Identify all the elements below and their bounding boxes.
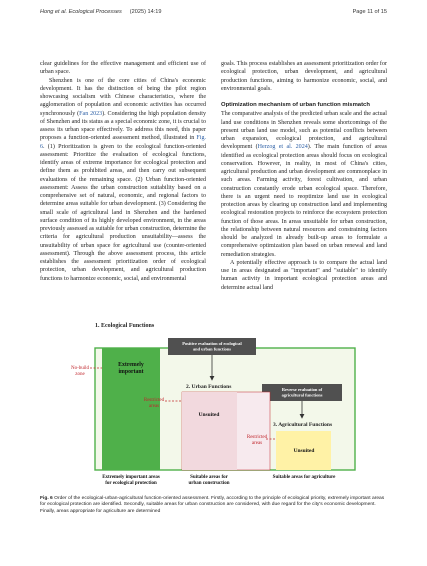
citation-link[interactable]: Fan 2023 [79, 110, 103, 117]
journal-year: (2025) 14:19 [129, 9, 162, 15]
bottom-label-agri: Suitable areas for agriculture [272, 475, 336, 480]
left-column [40, 60, 206, 283]
positive-evaluation-label: Positive evaluation of ecological and urban functions [182, 341, 242, 352]
figure-link[interactable]: Fig. 6 [40, 135, 206, 150]
figure-caption [40, 496, 388, 515]
urban-functions-title: 2. Urban Functions [186, 384, 232, 390]
agri-unsuited-label: Unsuited [293, 448, 315, 454]
restricted-areas-label-2: Restricted areas [246, 435, 268, 446]
urban-unsuited-label: Unsuited [198, 412, 220, 418]
extremely-important-label: Extremely important [118, 362, 144, 375]
text-run: Shenzhen is one of the core cities of China's economic development. It has the distinction of being the pilot region showcasing socialism with Chinese characteristics, where the agglomeration of population and economic activities has occurred synchronously ( [40, 77, 206, 117]
citation-link[interactable]: Herzog et al. 2024 [257, 144, 308, 151]
paragraph: clear guidelines for the effective management and efficient use of urban space. [40, 61, 206, 76]
text-run: ). Considering the high population density of Shenzhen and its status as a special economic zone, it is crucial to assess its urban space effectively. To address this need, this paper proposes a function-oriented assessment method, illustrated in [40, 110, 206, 142]
page-number: Page 11 of 15 [352, 9, 387, 15]
reverse-evaluation-label: Reverse evaluation of agricultural functions [281, 387, 323, 398]
caption-label: Fig. 6 [40, 496, 53, 501]
text-run: ). The main function of areas identified as ecological protection areas should focus on ecological conservation. However, in reality, in most of China's cities, agricultural production and urban development are commonplace in such areas. Farming activity, forest cultivation, and urban construction constantly erode urban ecological space. Therefore, there is an urgent need to reoptimize land use in ecological protection areas by clearing up construction land and implementing ecological restoration projects to reinforce the ecosystem protection function of those areas. In areas unsuitable for urban construction, the relationship between natural resources and constraining factors should be analyzed in already built-up areas to formulate a comprehensive optimization plan based on urban renewal and land remediation strategies. [221, 144, 387, 258]
no-build-label: No-build zone [70, 366, 90, 377]
running-head [40, 9, 162, 15]
journal-name: Hong et al. Ecological Processes [40, 9, 122, 15]
text-run: . (1) Prioritization is given to the ecological function-oriented assessment: Prioritize the evaluation of ecological functions, identify areas of extreme importance for ecological protection and define them as prohibited areas, and then carry out subsequent evaluations of the remaining space. (2) Urban function-oriented assessment: Assess the urban construction suitability based on a comprehensive set of natural, economic, and regional factors to determine areas suitable for urban development. (3) Considering the small scale of agricultural land in Shenzhen and the hardened surface condition of its highly developed environment, in the areas previously assessed as suitable for urban construction, determine the criteria for agricultural production unsuitability—assess the unsuitability of urban space for agricultural use (counter-oriented assessment). Through the above assessment process, this article establishes the assessment prioritization order of ecological protection, urban development, and agricultural production functions to harmonize economic, social, and environmental [40, 143, 206, 282]
caption-text: Order of the ecological-urban-agricultural function-oriented assessment. Firstly, according to the principle of ecological priority, extremely important areas for ecological protection are identified. Secondly, suitable areas for urban construction are considered, with due regard for the city's economic development. Finally, areas appropriate for agriculture are determined [40, 496, 385, 514]
eco-functions-title: 1. Ecological Functions [95, 323, 155, 329]
page-header [40, 9, 387, 19]
paragraph: goals. This process establishes an assessment prioritization order for ecological protection, urban development, and agricultural production functions, aiming to harmonize economic, social, and environmental goals. [221, 61, 387, 92]
paragraph [40, 77, 206, 283]
figure-6 [68, 318, 368, 496]
paragraph [221, 110, 387, 259]
section-heading: Optimization mechanism of urban function mismatch [221, 102, 370, 108]
text-run: The comparative analysis of the predicted urban scale and the actual land use conditions in Shenzhen reveals some shortcomings of the present urban land use model, such as potential conflicts between urban expansion, ecological protection, and agricultural development ( [221, 111, 387, 151]
bottom-label-urban: Suitable areas for urban construction [188, 475, 230, 486]
restricted-areas-label-1: Restricted areas [143, 398, 165, 409]
paragraph: A potentially effective approach is to compare the actual land use in areas designated as "important" and "suitable" to identify human activity in important ecological protection areas and determine actual land [221, 259, 387, 291]
bottom-label-eco: Extremely important areas for ecological protection [102, 475, 160, 486]
right-column [221, 60, 387, 292]
assessment-diagram [68, 318, 368, 496]
agri-functions-title: 3. Agricultural Functions [273, 422, 333, 428]
urban-unsuited-block [182, 392, 237, 470]
